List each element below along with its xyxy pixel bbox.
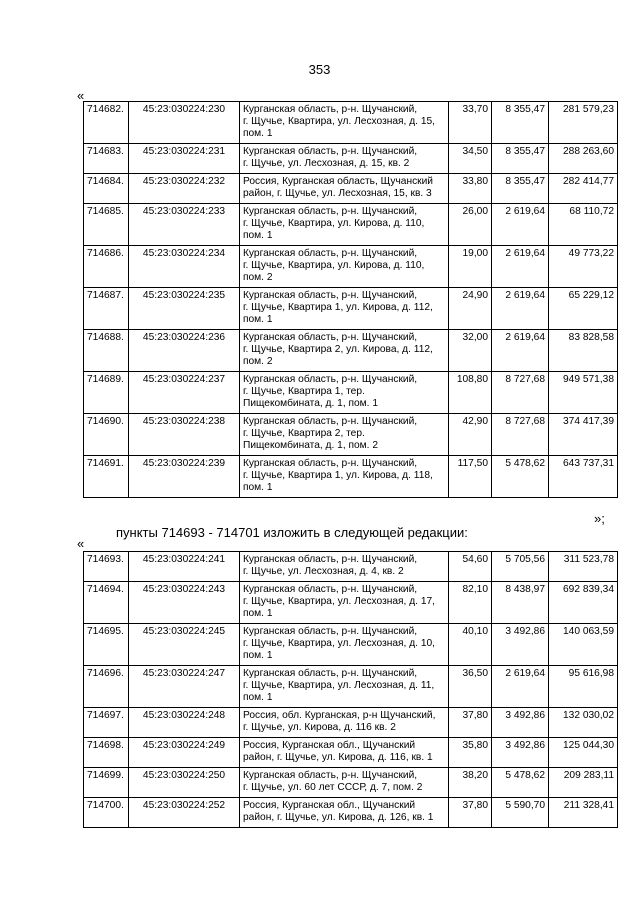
- area-value: 37,80: [449, 798, 492, 828]
- address-line: пом. 1: [243, 482, 273, 493]
- cadastral-number: 45:23:030224:232: [129, 174, 240, 204]
- address: [240, 372, 449, 414]
- cadastral-value: 83 828,58: [549, 330, 618, 372]
- row-number: 714695.: [84, 624, 129, 666]
- address: [240, 414, 449, 456]
- address-line: пом. 2: [243, 356, 273, 367]
- address: [240, 624, 449, 666]
- area-value: 33,80: [449, 174, 492, 204]
- address-line: пом. 1: [243, 692, 273, 703]
- area-value: 38,20: [449, 768, 492, 798]
- address-line: пом. 1: [243, 128, 273, 139]
- area-value: 40,10: [449, 624, 492, 666]
- cadastral-value: 281 579,23: [549, 102, 618, 144]
- cadastral-value: 49 773,22: [549, 246, 618, 288]
- address-line: Курганская область, р-н. Щучанский,: [243, 626, 418, 637]
- address-line: г. Щучье, ул. Кирова, д. 116 кв. 2: [243, 722, 396, 733]
- address: [240, 708, 449, 738]
- cadastral-number: 45:23:030224:239: [129, 456, 240, 498]
- cadastral-value: 209 283,11: [549, 768, 618, 798]
- address-line: Курганская область, р-н. Щучанский,: [243, 584, 418, 595]
- area-value: 33,70: [449, 102, 492, 144]
- opening-quote-2: «: [77, 536, 85, 551]
- address-line: Россия, Курганская обл., Щучанский: [243, 800, 416, 811]
- address-line: Курганская область, р-н. Щучанский,: [243, 668, 418, 679]
- address: [240, 288, 449, 330]
- opening-quote: «: [77, 88, 85, 103]
- address: [240, 174, 449, 204]
- row-number: 714689.: [84, 372, 129, 414]
- table-row: [84, 624, 618, 666]
- address-line: г. Щучье, Квартира 1, ул. Кирова, д. 112,: [243, 302, 433, 313]
- address-line: Курганская область, р-н. Щучанский,: [243, 206, 418, 217]
- table-row: [84, 330, 618, 372]
- cadastral-value: 643 737,31: [549, 456, 618, 498]
- address-line: г. Щучье, Квартира, ул. Кирова, д. 110,: [243, 218, 425, 229]
- cadastral-value: 68 110,72: [549, 204, 618, 246]
- row-number: 714686.: [84, 246, 129, 288]
- table-row: [84, 798, 618, 828]
- address: [240, 330, 449, 372]
- cadastral-number: 45:23:030224:236: [129, 330, 240, 372]
- cadastral-value: 949 571,38: [549, 372, 618, 414]
- cadastral-value: 692 839,34: [549, 582, 618, 624]
- area-value: 37,80: [449, 708, 492, 738]
- address-line: пом. 1: [243, 230, 273, 241]
- address: [240, 798, 449, 828]
- address-line: район, г. Щучье, ул. Лесхозная, 15, кв. 3: [243, 188, 432, 199]
- address-line: Курганская область, р-н. Щучанский,: [243, 146, 418, 157]
- specific-value: 2 619,64: [492, 330, 549, 372]
- area-value: 32,00: [449, 330, 492, 372]
- row-number: 714696.: [84, 666, 129, 708]
- area-value: 26,00: [449, 204, 492, 246]
- address: [240, 738, 449, 768]
- specific-value: 8 438,97: [492, 582, 549, 624]
- address-line: г. Щучье, ул. Лесхозная, д. 4, кв. 2: [243, 566, 404, 577]
- row-number: 714684.: [84, 174, 129, 204]
- row-number: 714700.: [84, 798, 129, 828]
- cadastral-number: 45:23:030224:243: [129, 582, 240, 624]
- address-line: Курганская область, р-н. Щучанский,: [243, 248, 418, 259]
- row-number: 714682.: [84, 102, 129, 144]
- specific-value: 8 355,47: [492, 174, 549, 204]
- cadastral-number: 45:23:030224:233: [129, 204, 240, 246]
- address-line: г. Щучье, Квартира 2, ул. Кирова, д. 112,: [243, 344, 433, 355]
- cadastral-number: 45:23:030224:252: [129, 798, 240, 828]
- address: [240, 768, 449, 798]
- address-line: г. Щучье, Квартира 1, ул. Кирова, д. 118,: [243, 470, 433, 481]
- address-line: г. Щучье, Квартира, ул. Лесхозная, д. 15,: [243, 116, 435, 127]
- cadastral-value: 211 328,41: [549, 798, 618, 828]
- address-line: Курганская область, р-н. Щучанский,: [243, 290, 418, 301]
- amendment-paragraph: пункты 714693 - 714701 изложить в следующей редакции:: [116, 525, 468, 540]
- specific-value: 2 619,64: [492, 288, 549, 330]
- address: [240, 456, 449, 498]
- address-line: Курганская область, р-н. Щучанский,: [243, 104, 418, 115]
- cadastral-number: 45:23:030224:238: [129, 414, 240, 456]
- table-row: [84, 174, 618, 204]
- area-value: 82,10: [449, 582, 492, 624]
- area-value: 34,50: [449, 144, 492, 174]
- address-line: Курганская область, р-н. Щучанский,: [243, 332, 418, 343]
- address-line: район, г. Щучье, ул. Кирова, д. 116, кв. 1: [243, 752, 433, 763]
- cadastral-value: 140 063,59: [549, 624, 618, 666]
- register-table-1: [83, 101, 618, 498]
- cadastral-number: 45:23:030224:249: [129, 738, 240, 768]
- row-number: 714693.: [84, 552, 129, 582]
- table-row: [84, 582, 618, 624]
- cadastral-number: 45:23:030224:231: [129, 144, 240, 174]
- address-line: г. Щучье, Квартира 2, тер.: [243, 428, 365, 439]
- address-line: г. Щучье, Квартира, ул. Лесхозная, д. 17,: [243, 596, 435, 607]
- address-line: Курганская область, р-н. Щучанский,: [243, 374, 418, 385]
- address-line: Курганская область, р-н. Щучанский,: [243, 554, 418, 565]
- address: [240, 552, 449, 582]
- table-row: [84, 144, 618, 174]
- cadastral-value: 125 044,30: [549, 738, 618, 768]
- row-number: 714699.: [84, 768, 129, 798]
- cadastral-number: 45:23:030224:234: [129, 246, 240, 288]
- address-line: Россия, обл. Курганская, р-н Щучанский,: [243, 710, 436, 721]
- address: [240, 666, 449, 708]
- row-number: 714698.: [84, 738, 129, 768]
- address-line: пом. 1: [243, 608, 273, 619]
- address-line: г. Щучье, Квартира, ул. Лесхозная, д. 10,: [243, 638, 435, 649]
- specific-value: 5 705,56: [492, 552, 549, 582]
- specific-value: 3 492,86: [492, 738, 549, 768]
- area-value: 35,80: [449, 738, 492, 768]
- table-row: [84, 768, 618, 798]
- area-value: 42,90: [449, 414, 492, 456]
- address-line: Курганская область, р-н. Щучанский,: [243, 416, 418, 427]
- cadastral-number: 45:23:030224:250: [129, 768, 240, 798]
- area-value: 19,00: [449, 246, 492, 288]
- address-line: пом. 1: [243, 314, 273, 325]
- cadastral-value: 132 030,02: [549, 708, 618, 738]
- area-value: 36,50: [449, 666, 492, 708]
- area-value: 24,90: [449, 288, 492, 330]
- cadastral-number: 45:23:030224:247: [129, 666, 240, 708]
- address-line: г. Щучье, Квартира 1, тер.: [243, 386, 365, 397]
- row-number: 714697.: [84, 708, 129, 738]
- address: [240, 144, 449, 174]
- address: [240, 246, 449, 288]
- cadastral-number: 45:23:030224:230: [129, 102, 240, 144]
- row-number: 714688.: [84, 330, 129, 372]
- address-line: Курганская область, р-н. Щучанский,: [243, 770, 418, 781]
- row-number: 714694.: [84, 582, 129, 624]
- address-line: район, г. Щучье, ул. Кирова, д. 126, кв. 1: [243, 812, 434, 823]
- address-line: Пищекомбината, д. 1, пом. 1: [243, 398, 378, 409]
- specific-value: 2 619,64: [492, 204, 549, 246]
- address-line: Россия, Курганская область, Щучанский: [243, 176, 433, 187]
- table-row: [84, 456, 618, 498]
- table-row: [84, 666, 618, 708]
- page-number: 353: [308, 62, 331, 77]
- table-row: [84, 288, 618, 330]
- address: [240, 204, 449, 246]
- cadastral-number: 45:23:030224:245: [129, 624, 240, 666]
- area-value: 117,50: [449, 456, 492, 498]
- table-row: [84, 738, 618, 768]
- specific-value: 5 590,70: [492, 798, 549, 828]
- row-number: 714687.: [84, 288, 129, 330]
- cadastral-value: 311 523,78: [549, 552, 618, 582]
- cadastral-number: 45:23:030224:235: [129, 288, 240, 330]
- row-number: 714683.: [84, 144, 129, 174]
- address-line: пом. 2: [243, 272, 273, 283]
- specific-value: 8 727,68: [492, 372, 549, 414]
- specific-value: 3 492,86: [492, 624, 549, 666]
- register-table-2: [83, 551, 618, 828]
- cadastral-number: 45:23:030224:248: [129, 708, 240, 738]
- address-line: г. Щучье, ул. 60 лет СССР, д. 7, пом. 2: [243, 782, 423, 793]
- specific-value: 8 727,68: [492, 414, 549, 456]
- specific-value: 5 478,62: [492, 768, 549, 798]
- row-number: 714691.: [84, 456, 129, 498]
- table-row: [84, 552, 618, 582]
- address-line: Пищекомбината, д. 1, пом. 2: [243, 440, 378, 451]
- table-row: [84, 708, 618, 738]
- specific-value: 2 619,64: [492, 666, 549, 708]
- table-row: [84, 414, 618, 456]
- specific-value: 5 478,62: [492, 456, 549, 498]
- address-line: пом. 1: [243, 650, 273, 661]
- address: [240, 102, 449, 144]
- address-line: г. Щучье, Квартира, ул. Кирова, д. 110,: [243, 260, 425, 271]
- address-line: г. Щучье, ул. Лесхозная, д. 15, кв. 2: [243, 158, 410, 169]
- table-row: [84, 372, 618, 414]
- closing-quote: »;: [594, 511, 605, 526]
- row-number: 714685.: [84, 204, 129, 246]
- area-value: 108,80: [449, 372, 492, 414]
- cadastral-number: 45:23:030224:237: [129, 372, 240, 414]
- cadastral-number: 45:23:030224:241: [129, 552, 240, 582]
- address-line: Курганская область, р-н. Щучанский,: [243, 458, 418, 469]
- table-row: [84, 204, 618, 246]
- cadastral-value: 95 616,98: [549, 666, 618, 708]
- address: [240, 582, 449, 624]
- specific-value: 2 619,64: [492, 246, 549, 288]
- cadastral-value: 288 263,60: [549, 144, 618, 174]
- cadastral-value: 374 417,39: [549, 414, 618, 456]
- address-line: г. Щучье, Квартира, ул. Лесхозная, д. 11,: [243, 680, 435, 691]
- table-row: [84, 102, 618, 144]
- specific-value: 3 492,86: [492, 708, 549, 738]
- address-line: Россия, Курганская обл., Щучанский: [243, 740, 416, 751]
- cadastral-value: 65 229,12: [549, 288, 618, 330]
- cadastral-value: 282 414,77: [549, 174, 618, 204]
- specific-value: 8 355,47: [492, 102, 549, 144]
- specific-value: 8 355,47: [492, 144, 549, 174]
- row-number: 714690.: [84, 414, 129, 456]
- area-value: 54,60: [449, 552, 492, 582]
- table-row: [84, 246, 618, 288]
